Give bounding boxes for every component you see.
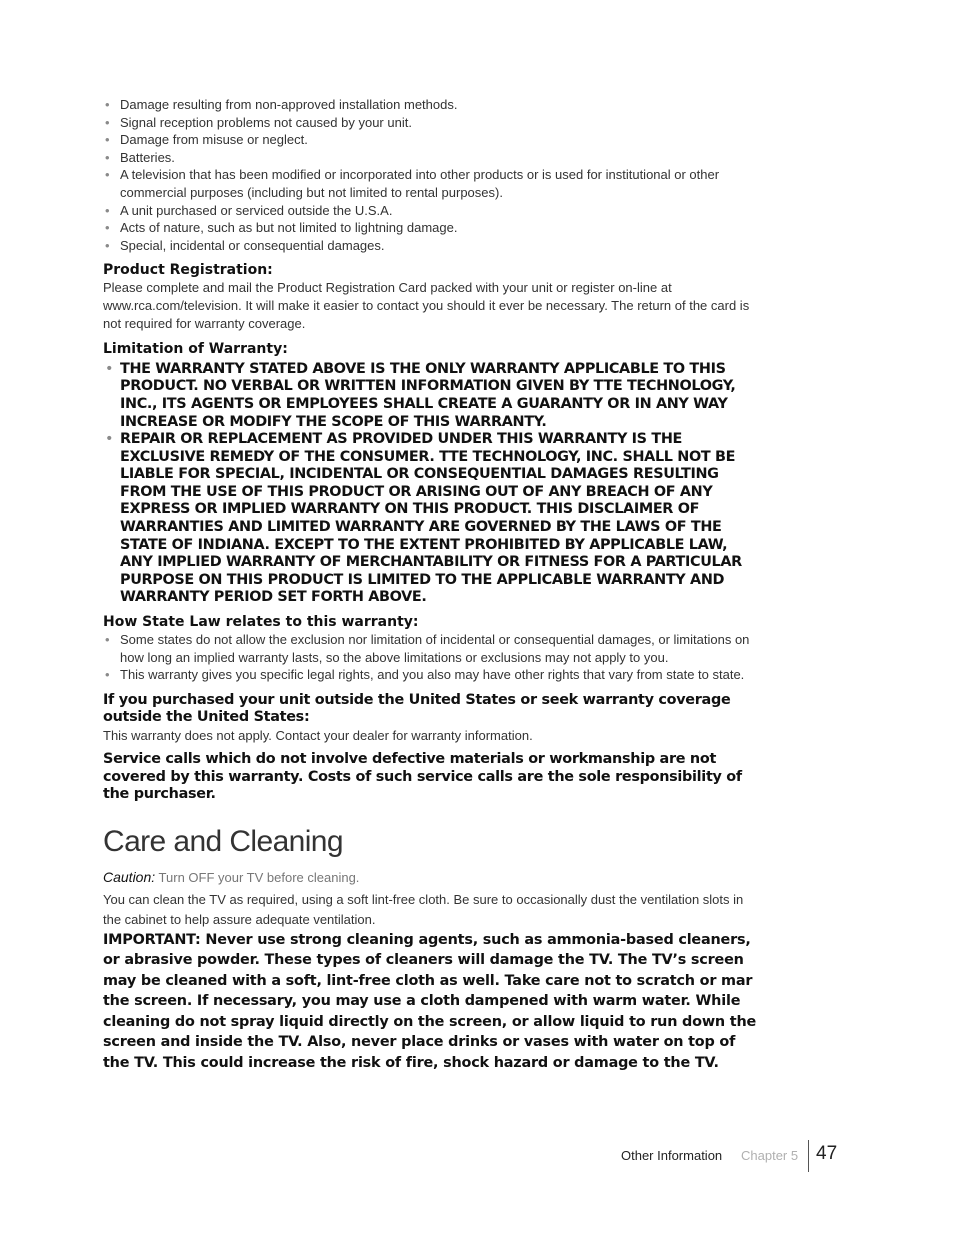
caution-text: Turn OFF your TV before cleaning. bbox=[158, 869, 360, 885]
page-number: 47 bbox=[816, 1143, 838, 1164]
list-item: • Damage from misuse or neglect. bbox=[103, 131, 763, 149]
care-body-text: You can clean the TV as required, using a soft lint-free cloth. Be sure to occasionally dust the ventilation slots in the cabinet to help assure adequate ventilation. bbox=[103, 891, 744, 927]
state-law-heading: How State Law relates to this warranty: bbox=[103, 614, 419, 631]
list-item: • A television that has been modified or incorporated into other products or is used for institutional or other commercial purposes (including but not limited to rental purposes). bbox=[103, 166, 763, 201]
limitation-heading: Limitation of Warranty: bbox=[103, 340, 288, 357]
list-item: • Special, incidental or consequential damages. bbox=[103, 237, 763, 255]
important-note: IMPORTANT: Never use strong cleaning agents, such as ammonia-based cleaners, or abrasive powder. These types of cleaners will damage the TV. The TV’s screen may be cleaned with a soft, lint-free cloth as well. Take care not to scratch or mar the screen. If necessary, you may use a cloth dampened with warm water. While cleaning do not spray liquid directly on the screen, or allow liquid to run down the screen and inside the TV. Also, never place drinks or vases with water on top of the TV. This could increase the risk of fire, shock hazard or damage to the TV. bbox=[103, 931, 757, 1071]
limitation-list bbox=[103, 361, 763, 607]
care-and-cleaning-title: Care and Cleaning bbox=[103, 824, 343, 858]
product-registration-heading: Product Registration: bbox=[103, 262, 273, 279]
page-footer bbox=[620, 1140, 850, 1172]
product-registration-text: Please complete and mail the Product Registration Card packed with your unit or register on-line at www.rca.com/television. It will make it easier to contact you should it ever be necessary. The return of the card is not required for warranty coverage. bbox=[103, 280, 750, 331]
list-item: • Signal reception problems not caused by your unit. bbox=[103, 114, 763, 132]
footer-divider bbox=[808, 1140, 809, 1172]
page-content bbox=[103, 96, 763, 1073]
list-item: • Some states do not allow the exclusion nor limitation of incidental or consequential damages, or limitations on how long an implied warranty lasts, so the above limitations or exclusions may not apply to you. bbox=[103, 631, 763, 666]
caution-label: Caution: bbox=[103, 868, 156, 885]
state-law-list bbox=[103, 631, 763, 684]
footer-section-label: Other Information bbox=[621, 1148, 723, 1163]
list-item: • THE WARRANTY STATED ABOVE IS THE ONLY WARRANTY APPLICABLE TO THIS PRODUCT. NO VERBAL OR WRITTEN INFORMATION GIVEN BY TTE TECHNOLOGY, INC., ITS AGENTS OR EMPLOYEES SHALL CREATE A GUARANTY OR IN ANY WAY INCREASE OR MODIFY THE SCOPE OF THIS WARRANTY. bbox=[103, 361, 763, 431]
outside-us-text: This warranty does not apply. Contact your dealer for warranty information. bbox=[103, 727, 533, 743]
caution-line bbox=[103, 868, 763, 887]
warranty-exclusions-list bbox=[103, 96, 763, 254]
list-item: • Damage resulting from non-approved installation methods. bbox=[103, 96, 763, 114]
list-item: • Batteries. bbox=[103, 149, 763, 167]
list-item: • Acts of nature, such as but not limited to lightning damage. bbox=[103, 219, 763, 237]
service-calls-note: Service calls which do not involve defective materials or workmanship are not covered by this warranty. Costs of such service calls are the sole responsibility of the purchaser. bbox=[103, 751, 742, 803]
list-item: • A unit purchased or serviced outside the U.S.A. bbox=[103, 202, 763, 220]
footer-chapter-label: Chapter 5 bbox=[741, 1148, 799, 1163]
list-item: • This warranty gives you specific legal rights, and you also may have other rights that vary from state to state. bbox=[103, 666, 763, 684]
outside-us-heading: If you purchased your unit outside the United States or seek warranty coverage outside the United States: bbox=[103, 691, 731, 726]
list-item: • REPAIR OR REPLACEMENT AS PROVIDED UNDER THIS WARRANTY IS THE EXCLUSIVE REMEDY OF THE CONSUMER. TTE TECHNOLOGY, INC. SHALL NOT BE LIABLE FOR SPECIAL, INCIDENTAL OR CONSEQUENTIAL DAMAGES RESULTING FROM THE USE OF THIS PRODUCT OR ARISING OUT OF ANY BREACH OF ANY EXPRESS OR IMPLIED WARRANTY ON THIS PRODUCT. THIS DISCLAIMER OF WARRANTIES AND LIMITED WARRANTY ARE GOVERNED BY THE LAWS OF THE STATE OF INDIANA. EXCEPT TO THE EXTENT PROHIBITED BY APPLICABLE LAW, ANY IMPLIED WARRANTY OF MERCHANTABILITY OR FITNESS FOR A PARTICULAR PURPOSE ON THIS PRODUCT IS LIMITED TO THE APPLICABLE WARRANTY AND WARRANTY PERIOD SET FORTH ABOVE. bbox=[103, 431, 763, 607]
